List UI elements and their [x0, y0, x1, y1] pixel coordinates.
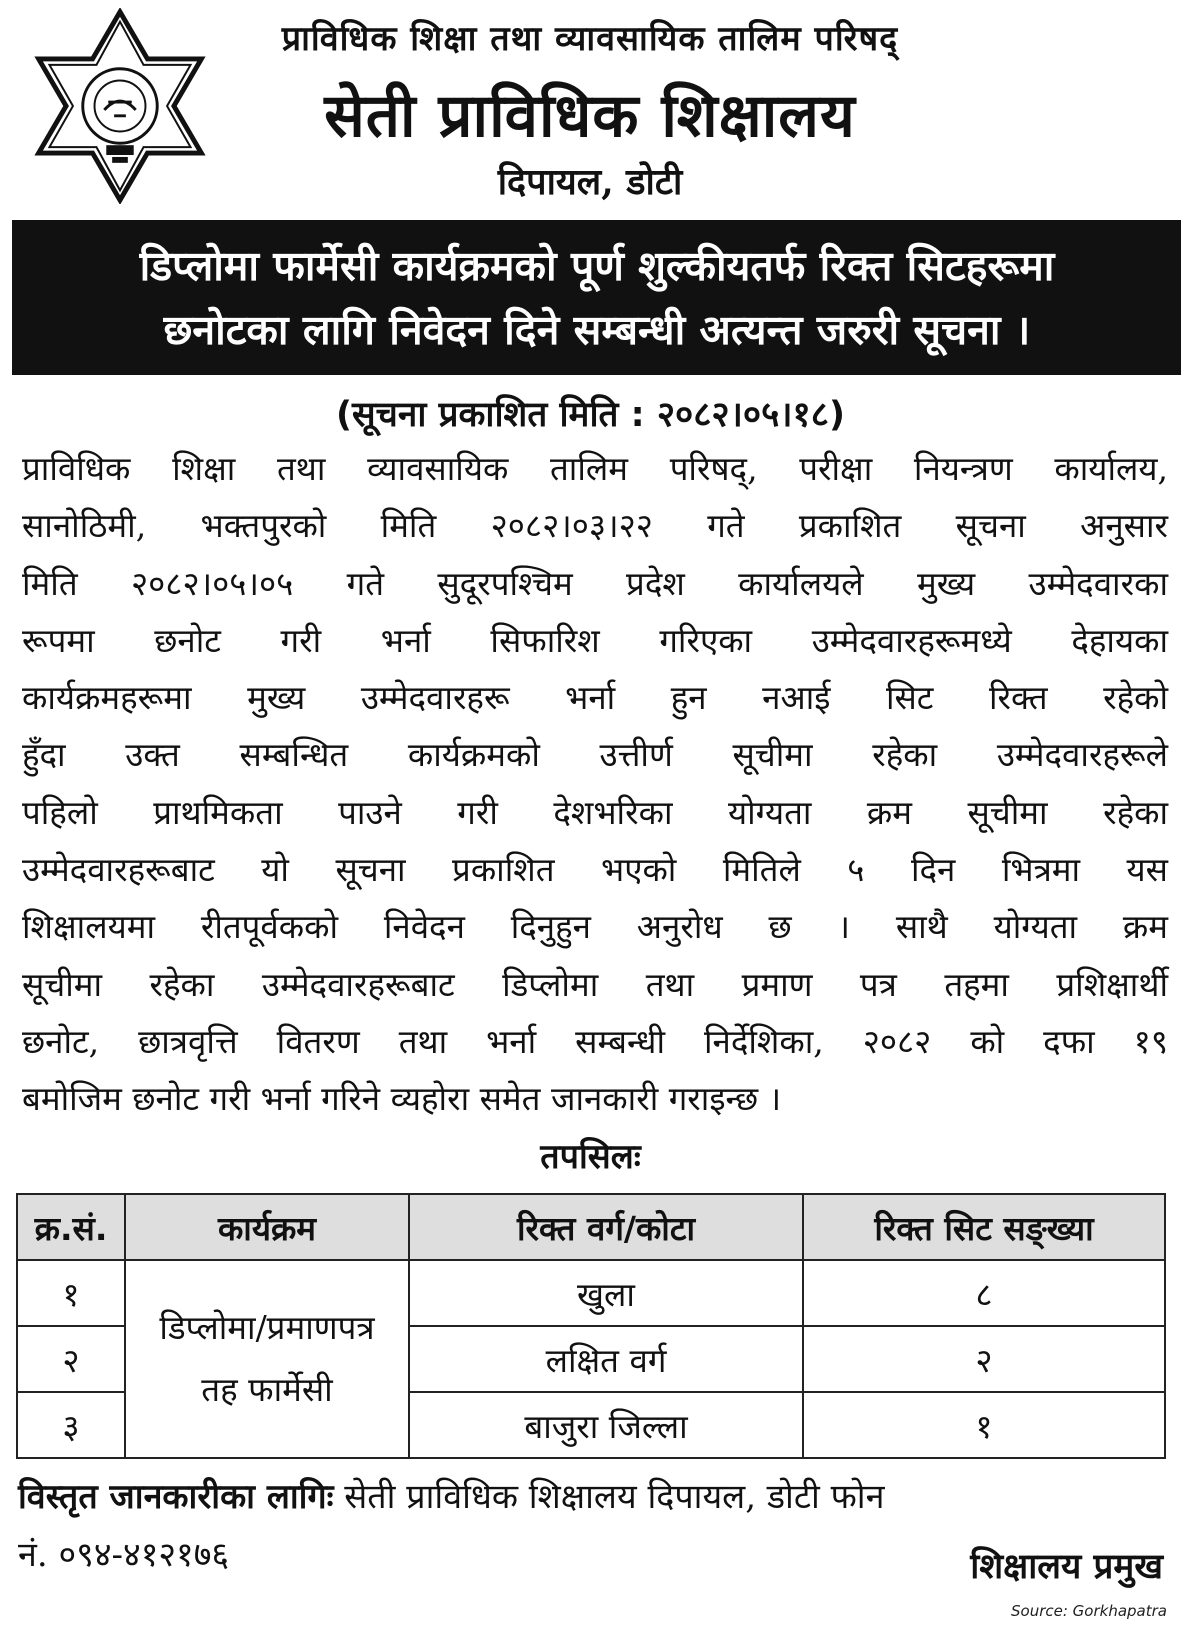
body-line: सानोठिमी, भक्तपुरको मिति २०८२।०३।२२ गते प्रकाशित सूचना अनुसार [22, 506, 1168, 546]
body-line: बमोजिम छनोट गरी भर्ना गरिने व्यहोरा समेत जानकारी गराइन्छ । [22, 1079, 782, 1119]
header-quota: रिक्त वर्ग/कोटा [409, 1194, 803, 1260]
body-line: कार्यक्रमहरूमा मुख्य उम्मेदवारहरू भर्ना हुन नआई सिट रिक्त रहेको [22, 678, 1168, 718]
header-seat-count: रिक्त सिट सङ्ख्या [803, 1194, 1165, 1260]
body-line: पहिलो प्राथमिकता पाउने गरी देशभरिका योग्यता क्रम सूचीमा रहेका [22, 792, 1168, 832]
program-line-2: तह फार्मेसी [201, 1370, 333, 1409]
vacant-seats-table [16, 1193, 1166, 1459]
cell-serial: १ [17, 1260, 125, 1326]
notice-body [22, 440, 1168, 1128]
body-line: मिति २०८२।०५।०५ गते सुदूरपश्चिम प्रदेश कार्यालयले मुख्य उम्मेदवारका [22, 563, 1168, 603]
school-name: सेती प्राविधिक शिक्षालय [324, 81, 856, 151]
signature-title: शिक्षालय प्रमुख [970, 1547, 1163, 1587]
cell-quota: लक्षित वर्ग [409, 1326, 803, 1392]
body-line: सूचीमा रहेका उम्मेदवारहरूबाट डिप्लोमा तथा प्रमाण पत्र तहमा प्रशिक्षार्थी [22, 964, 1168, 1004]
body-line: हुँदा उक्त सम्बन्धित कार्यक्रमको उत्तीर्ण सूचीमा रहेका उम्मेदवारहरूले [22, 735, 1168, 775]
cell-program [125, 1260, 409, 1458]
contact-info [18, 1472, 1168, 1518]
emblem-star-icon [22, 8, 218, 204]
publication-date: (सूचना प्रकाशित मिति : २०८२।०५।१८) [336, 395, 845, 435]
banner-line-2: छनोटका लागि निवेदन दिने सम्बन्धी अत्यन्त जरुरी सूचना । [163, 306, 1031, 354]
cell-seats: १ [803, 1392, 1165, 1458]
cell-seats: ८ [803, 1260, 1165, 1326]
phone-number: नं. ०९४-४१२१७६ [18, 1535, 230, 1575]
body-line: रूपमा छनोट गरी भर्ना सिफारिश गरिएका उम्मेदवारहरूमध्ये देहायका [22, 620, 1168, 660]
contact-text: सेती प्राविधिक शिक्षालय दिपायल, डोटी फोन [333, 1477, 885, 1517]
cell-quota: बाजुरा जिल्ला [409, 1392, 803, 1458]
cell-quota: खुला [409, 1260, 803, 1326]
banner-line-1: डिप्लोमा फार्मेसी कार्यक्रमको पूर्ण शुल्कीयतर्फ रिक्त सिटहरूमा [139, 242, 1055, 290]
cell-serial: ३ [17, 1392, 125, 1458]
cell-serial: २ [17, 1326, 125, 1392]
cell-seats: २ [803, 1326, 1165, 1392]
source-credit: Source: Gorkhapatra [1011, 1602, 1167, 1620]
header-serial: क्र.सं. [17, 1194, 125, 1260]
details-heading: तपसिलः [540, 1137, 641, 1177]
school-location: दिपायल, डोटी [497, 161, 683, 203]
body-line: उम्मेदवारहरूबाट यो सूचना प्रकाशित भएको मितिले ५ दिन भित्रमा यस [22, 850, 1168, 890]
program-line-1: डिप्लोमा/प्रमाणपत्र [159, 1308, 375, 1347]
table-row [17, 1260, 1165, 1326]
table-header-row [17, 1194, 1165, 1260]
body-line: प्राविधिक शिक्षा तथा व्यावसायिक तालिम परिषद्, परीक्षा नियन्त्रण कार्यालय, [22, 449, 1168, 488]
council-name: प्राविधिक शिक्षा तथा व्यावसायिक तालिम परिषद् [281, 19, 899, 59]
header-program: कार्यक्रम [125, 1194, 409, 1260]
contact-label: विस्तृत जानकारीका लागिः [18, 1477, 334, 1517]
notice-title-banner [12, 220, 1181, 375]
body-line: शिक्षालयमा रीतपूर्वकको निवेदन दिनुहुन अनुरोध छ । साथै योग्यता क्रम [22, 907, 1168, 947]
body-line: छनोट, छात्रवृत्ति वितरण तथा भर्ना सम्बन्धी निर्देशिका, २०८२ को दफा १९ [22, 1021, 1168, 1061]
